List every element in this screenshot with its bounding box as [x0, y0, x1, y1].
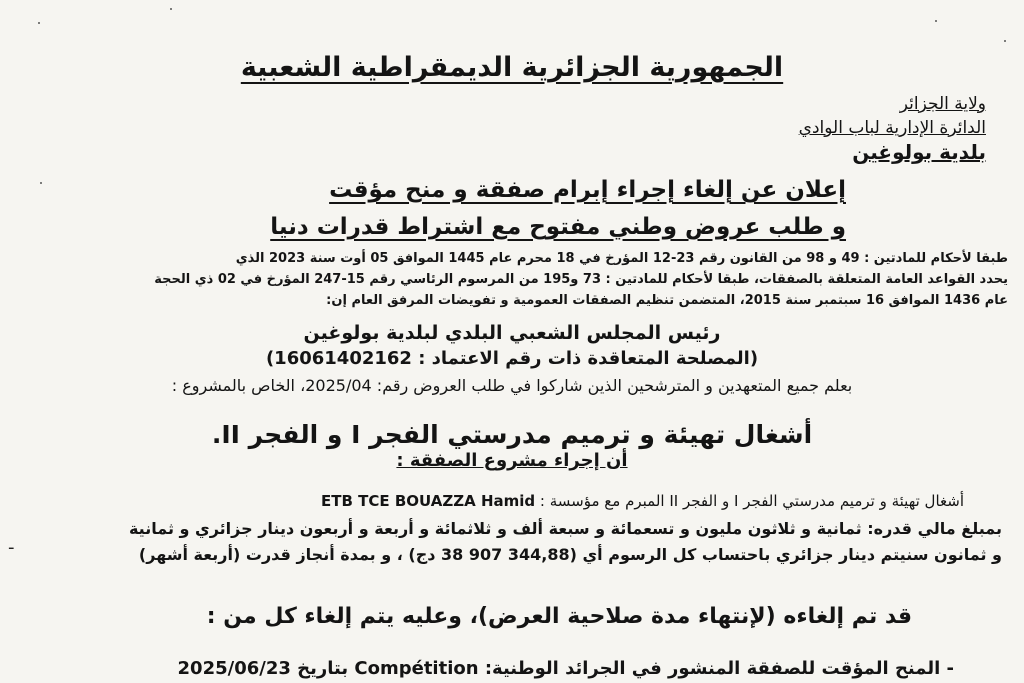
date-value: 2025/06/23 [177, 658, 291, 679]
info-line: بعلم جميع المتعهدين و المترشحين الذين شاركوا في طلب العروض رقم: 2025/04، الخاص بالمشروع : [171, 376, 853, 395]
amount-line-1: بمبلغ مالي قدره: ثمانية و ثلاثون مليون و تسعمائة و سبعة ألف و ثلاثمائة و أربعة و أربعون دينار جزائري و ثمانية [128, 519, 1002, 538]
contract-prefix: أشغال تهيئة و ترميم مدرستي الفجر I و الفجر II المبرم مع مؤسسة : [539, 492, 964, 510]
commune-line: بلدية بولوغين [852, 140, 986, 164]
legal-line-2: يحدد القواعد العامة المتعلقة بالصفقات، طبقا لأحكام للمادتين : 73 و195 من المرسوم الرئاسي رقم 15-247 المؤرخ في 02 ذي الحجة [154, 272, 1008, 287]
amount-block [17, 516, 1002, 568]
contract-line [321, 492, 964, 510]
project-subtitle: أن إجراء مشروع الصفقة : [396, 450, 628, 471]
legal-preamble [18, 248, 1008, 311]
legal-line-1: طبقا لأحكام للمادتين : 49 و 98 من القانون رقم 23-12 المؤرخ في 18 محرم عام 1445 الموافق 05 أوت سنة 2023 الذي [235, 251, 1008, 266]
wilaya-line: ولاية الجزائر [899, 94, 986, 114]
date-label: بتاريخ [297, 658, 349, 679]
announcement-line-1: إعلان عن إلغاء إجراء إبرام صفقة و منح مؤقت [329, 177, 846, 203]
company-name: ETB TCE BOUAZZA Hamid [321, 492, 536, 510]
bottom-line [178, 658, 954, 679]
announcement-heading [270, 172, 846, 246]
legal-line-3: عام 1436 الموافق 16 سبتمبر سنة 2015، المتضمن تنظيم الصفقات العمومية و تفويضات المرفق العام إن: [326, 293, 1008, 308]
project-title: أشغال تهيئة و ترميم مدرستي الفجر I و الفجر II. [211, 420, 813, 449]
bullet-dash: - [8, 537, 15, 558]
issuer-header [799, 92, 986, 164]
service-line: (المصلحة المتعاقدة ذات رقم الاعتماد : 16061402162) [265, 348, 759, 369]
daira-line: الدائرة الإدارية لباب الوادي [798, 118, 986, 138]
cancellation-line: قد تم إلغاءه (لإنتهاء مدة صلاحية العرض)، وعليه يتم إلغاء كل من : [206, 604, 912, 629]
bottom-text: - المنح المؤقت للصفقة المنشور في الجرائد الوطنية: [484, 658, 954, 679]
amount-line-2: و ثمانون سنيتم دينار جزائري باحتساب كل الرسوم أي (344,88 907 38 دج) ، و بمدة أنجاز قدرت (أربعة أشهر) [138, 545, 1002, 564]
page-title: الجمهورية الجزائرية الديمقراطية الشعبية [240, 52, 784, 83]
competition-label: Compétition [354, 658, 479, 679]
president-line: رئيس المجلس الشعبي البلدي لبلدية بولوغين [303, 322, 721, 344]
announcement-line-2: و طلب عروض وطني مفتوح مع اشتراط قدرات دنيا [270, 214, 846, 240]
